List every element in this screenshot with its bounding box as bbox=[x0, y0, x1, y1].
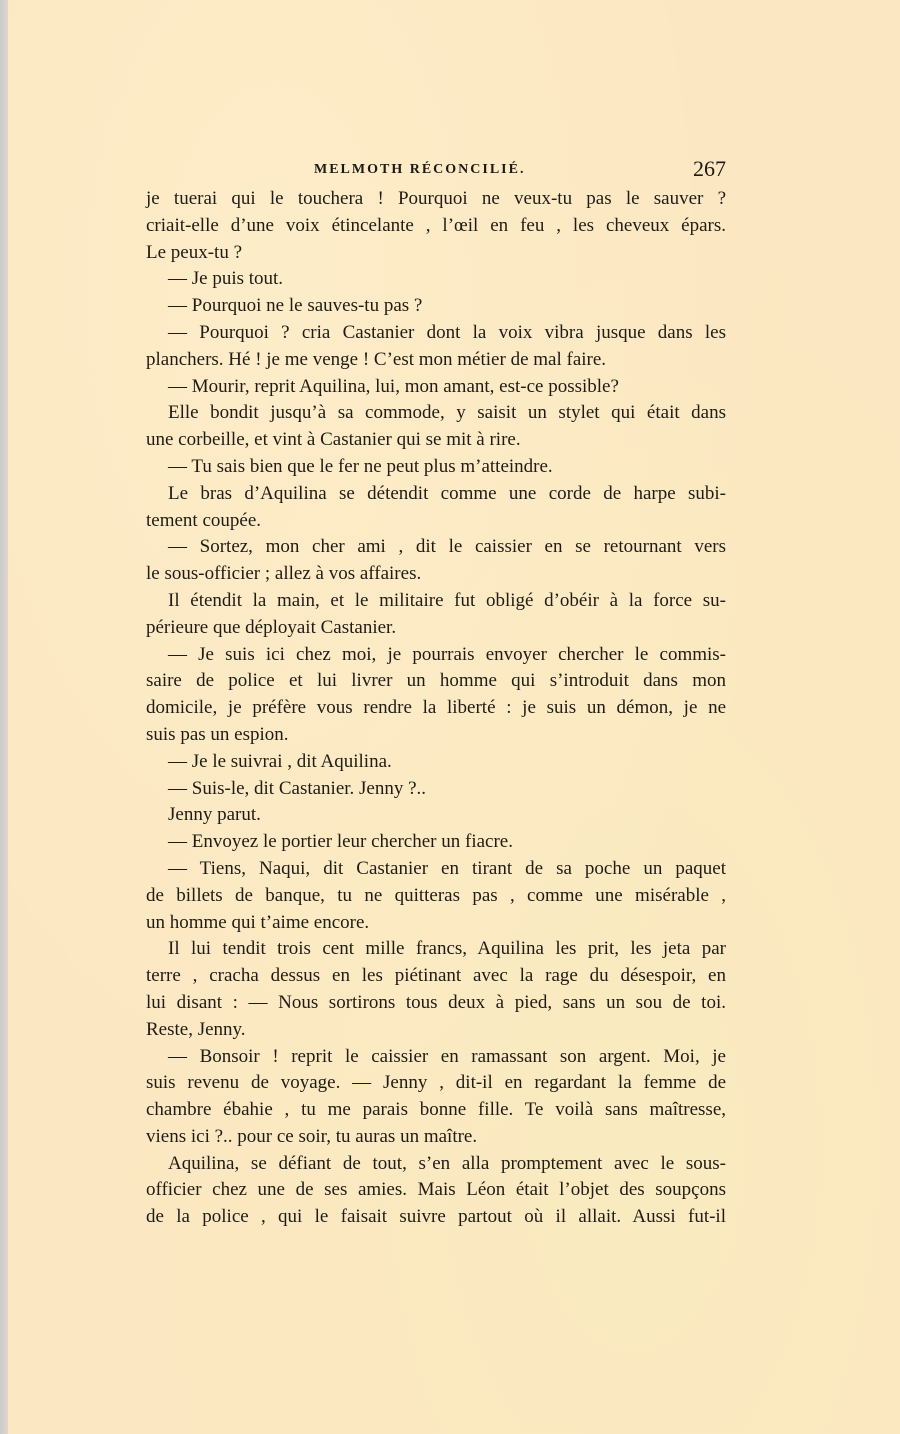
text-line: un homme qui t’aime encore. bbox=[146, 911, 370, 933]
text-line: suis pas un espion. bbox=[146, 723, 289, 745]
text-line: Le peux-tu ? bbox=[146, 241, 243, 263]
paragraph-start-line: Aquilina, se défiant de tout, s’en alla promptement avec le sous- bbox=[168, 1152, 726, 1174]
page-number: 267 bbox=[693, 156, 726, 181]
text-line: viens ici ?.. pour ce soir, tu auras un maître. bbox=[146, 1125, 478, 1147]
text-line: planchers. Hé ! je me venge ! C’est mon métier de mal faire. bbox=[146, 348, 607, 370]
text-line: je tuerai qui le touchera ! Pourquoi ne veux-tu pas le sauver ? bbox=[146, 188, 726, 209]
text-line: tement coupée. bbox=[146, 509, 262, 531]
paragraph-start-line: — Je suis ici chez moi, je pourrais envoyer chercher le commis- bbox=[168, 643, 726, 665]
text-line: criait-elle d’une voix étincelante , l’œil en feu , les cheveux épars. bbox=[146, 214, 726, 236]
text-line: Reste, Jenny. bbox=[146, 1018, 246, 1040]
paragraph-start-line: — Sortez, mon cher ami , dit le caissier en se retournant vers bbox=[168, 536, 726, 558]
scan-edge bbox=[0, 0, 8, 1434]
paragraph-start-line: Il étendit la main, et le militaire fut obligé d’obéir à la force su- bbox=[168, 589, 726, 611]
text-line: le sous-officier ; allez à vos affaires. bbox=[146, 563, 422, 585]
text-line: de billets de banque, tu ne quitteras pas , comme une misérable , bbox=[146, 884, 726, 906]
text-line: périeure que déployait Castanier. bbox=[146, 616, 397, 638]
paragraph-start-line: — Mourir, reprit Aquilina, lui, mon amant, est-ce possible? bbox=[168, 375, 619, 397]
text-line: saire de police et lui livrer un homme qui s’introduit dans mon bbox=[146, 670, 726, 692]
text-line: officier chez une de ses amies. Mais Léon était l’objet des soupçons bbox=[146, 1179, 726, 1201]
body-text bbox=[146, 186, 726, 1231]
text-line: terre , cracha dessus en les piétinant avec la rage du désespoir, en bbox=[146, 965, 726, 987]
running-head bbox=[138, 156, 726, 182]
paragraph-start-line: — Je puis tout. bbox=[168, 268, 284, 290]
paragraph-start-line: — Pourquoi ? cria Castanier dont la voix vibra jusque dans les bbox=[168, 321, 726, 343]
paragraph-start-line: — Bonsoir ! reprit le caissier en ramassant son argent. Moi, je bbox=[168, 1045, 726, 1067]
paragraph-start-line: Jenny parut. bbox=[168, 804, 261, 826]
text-line: chambre ébahie , tu me parais bonne fille. Te voilà sans maîtresse, bbox=[146, 1099, 726, 1121]
paragraph-start-line: — Je le suivrai , dit Aquilina. bbox=[168, 750, 392, 772]
text-line: suis revenu de voyage. — Jenny , dit-il en regardant la femme de bbox=[146, 1072, 726, 1094]
text-line: lui disant : — Nous sortirons tous deux à pied, sans un sou de toi. bbox=[146, 991, 726, 1013]
paragraph-start-line: — Envoyez le portier leur chercher un fiacre. bbox=[168, 831, 513, 853]
paragraph-start-line: — Tu sais bien que le fer ne peut plus m’atteindre. bbox=[168, 455, 553, 477]
paragraph-start-line: Il lui tendit trois cent mille francs, Aquilina les prit, les jeta par bbox=[168, 938, 726, 960]
paragraph-start-line: — Pourquoi ne le sauves-tu pas ? bbox=[168, 295, 423, 317]
text-line: une corbeille, et vint à Castanier qui se mit à rire. bbox=[146, 429, 521, 451]
running-title: MELMOTH RÉCONCILIÉ. bbox=[314, 162, 526, 177]
paragraph-start-line: — Suis-le, dit Castanier. Jenny ?.. bbox=[168, 777, 427, 799]
paragraph-start-line: Elle bondit jusqu’à sa commode, y saisit un stylet qui était dans bbox=[168, 402, 726, 424]
book-page bbox=[8, 0, 900, 1434]
text-line: domicile, je préfère vous rendre la liberté : je suis un démon, je ne bbox=[146, 697, 726, 719]
paragraph-start-line: Le bras d’Aquilina se détendit comme une corde de harpe subi- bbox=[168, 482, 726, 504]
text-line: de la police , qui le faisait suivre partout où il allait. Aussi fut-il bbox=[146, 1206, 726, 1228]
paragraph-start-line: — Tiens, Naqui, dit Castanier en tirant de sa poche un paquet bbox=[168, 857, 726, 879]
